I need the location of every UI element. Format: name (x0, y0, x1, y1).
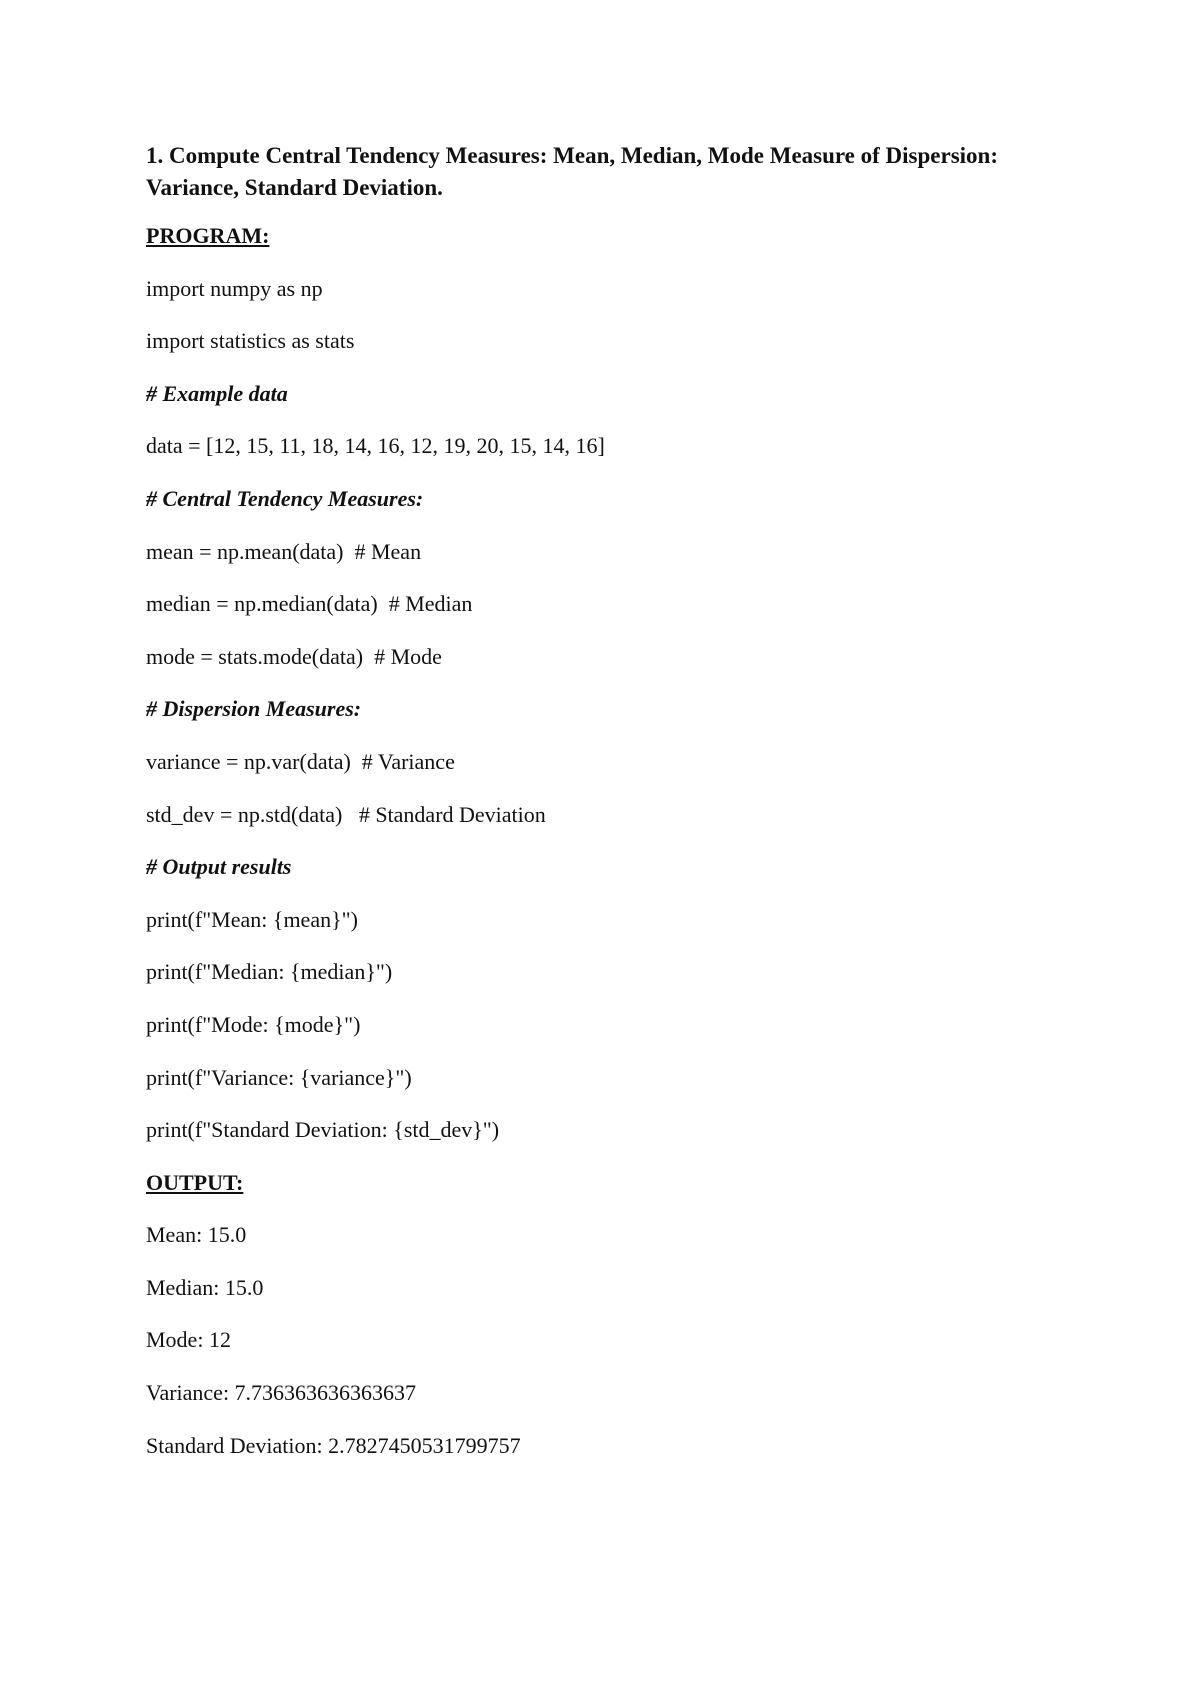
code-block (146, 273, 1086, 1147)
output-line: Mean: 15.0 (146, 1222, 247, 1248)
output-line: Variance: 7.736363636363637 (146, 1380, 417, 1406)
output-line: Mode: 12 (146, 1327, 231, 1353)
code-comment: # Central Tendency Measures: (146, 485, 424, 511)
code-comment: # Output results (146, 854, 292, 880)
code-line: std_dev = np.std(data) # Standard Deviation (146, 801, 546, 827)
code-comment: # Dispersion Measures: (146, 696, 362, 722)
code-line: median = np.median(data) # Median (146, 591, 473, 617)
code-line: print(f"Standard Deviation: {std_dev}") (146, 1117, 500, 1143)
code-line: print(f"Median: {median}") (146, 959, 393, 985)
output-block (146, 1219, 1086, 1461)
code-line: print(f"Variance: {variance}") (146, 1064, 412, 1090)
output-line: Standard Deviation: 2.7827450531799757 (146, 1432, 521, 1458)
code-line: mean = np.mean(data) # Mean (146, 538, 422, 564)
code-line: import statistics as stats (146, 328, 355, 354)
document-content (146, 140, 1086, 1482)
output-heading: OUTPUT: (146, 1169, 244, 1195)
program-heading: PROGRAM: (146, 223, 270, 248)
code-comment: # Example data (146, 380, 288, 406)
code-line: mode = stats.mode(data) # Mode (146, 643, 442, 669)
code-line: variance = np.var(data) # Variance (146, 748, 455, 774)
output-line: Median: 15.0 (146, 1274, 264, 1300)
code-line: print(f"Mean: {mean}") (146, 906, 358, 932)
code-line: import numpy as np (146, 275, 323, 301)
code-line: data = [12, 15, 11, 18, 14, 16, 12, 19, 20, 15, 14, 16] (146, 433, 605, 459)
code-line: print(f"Mode: {mode}") (146, 1011, 361, 1037)
document-title: 1. Compute Central Tendency Measures: Mean, Median, Mode Measure of Dispersion: Variance, Standard Deviation. (146, 143, 998, 200)
